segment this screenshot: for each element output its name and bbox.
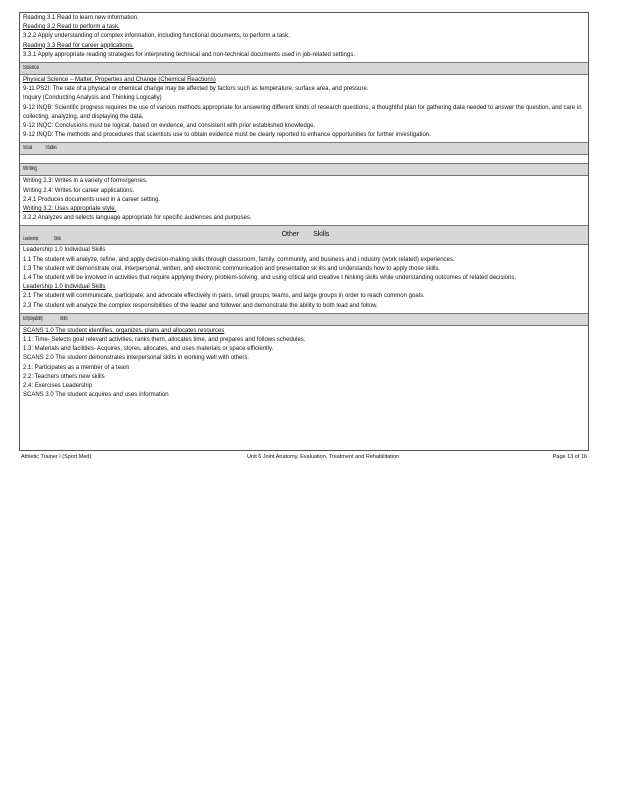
leadership-line: Leadership 1.0 Individual Skills — [23, 247, 106, 254]
employability-header — [20, 313, 588, 326]
writing-line: 2.4.1 Produces documents used in a career setting. — [23, 196, 161, 203]
science-line: 9-12 INQD: The methods and procedures that scientists use to obtain evidence must be clearly reported to enhance opportunities for further investigation. — [23, 132, 431, 139]
employability-section — [20, 326, 588, 403]
employability-line: SCANS 2.0 The student demonstrates interpersonal skills in working well with others. — [23, 355, 249, 362]
employability-line: SCANS 3.0 The student acquires and uses information — [23, 392, 169, 399]
other-skills-title-b: Skills — [313, 231, 330, 239]
social-studies-header — [20, 142, 588, 155]
page-footer — [21, 452, 587, 462]
employability-line: 1.1: Time- Selects goal relevant activities, ranks them, allocates time, and prepares and follows schedules. — [23, 337, 306, 344]
science-header-label: Science — [23, 65, 40, 72]
science-line: Physical Science – Matter, Properties and Change (Chemical Reactions) — [23, 77, 216, 84]
leadership-header-b: Skills — [53, 236, 62, 243]
science-line: 9-12 INQC: Conclusions must be logical, based on evidence, and consistent with prior established knowledge. — [23, 123, 316, 130]
science-line: 9-12 INQB: Scientific progress requires the use of various methods appropriate for answering different kinds of research questions, a thoughtful plan for gathering data needed to answer the question, and care in collecting, analyzing, and displaying the data. — [23, 104, 582, 120]
employability-header-a: Employability — [23, 315, 43, 322]
reading-section — [20, 13, 588, 62]
science-header — [20, 62, 588, 75]
leadership-line: 2.1 The student will communicate, participate, and advocate effectively in pairs, small groups, teams, and large groups in order to reach common goals. — [23, 293, 425, 300]
leadership-header-a: Leadership — [23, 236, 39, 243]
leadership-line: Leadership 1.0 Individual Skills — [23, 284, 106, 291]
footer-page-number: Page 13 of 16 — [552, 454, 587, 460]
social-studies-label-a: Social — [23, 145, 33, 152]
employability-line: 2.4: Exercises Leadership — [23, 383, 93, 390]
leadership-line: 1.3 The student will demonstrate oral, interpersonal, written, and electronic communication and presentation sk ills and understands how to apply those skills. — [23, 265, 441, 272]
employability-line: SCANS 1.0 The student identifies, organizes, plans and allocates resources — [23, 327, 225, 334]
leadership-section — [20, 245, 588, 312]
science-section — [20, 75, 588, 142]
social-studies-section — [20, 155, 588, 163]
reading-line: 3.3.1 Apply appropriate reading strategies for interpreting technical and non-technical documents used in job-related settings. — [23, 51, 355, 58]
writing-line: Writing 2.4: Writes for career applications. — [23, 187, 135, 194]
other-skills-title-a: Other — [281, 231, 300, 239]
reading-line: Reading 3.3 Read for career applications. — [23, 42, 134, 49]
leadership-line: 1.1 The student will analyze, refine, and apply decision-making skills through classroom, family, community, and business and i ndustry (work related) experiences. — [23, 256, 455, 263]
writing-header — [20, 163, 588, 176]
writing-header-label: Writing — [23, 166, 37, 173]
employability-line: 2.2: Teachers others new skills — [23, 373, 105, 380]
standards-table — [19, 12, 589, 451]
other-skills-header — [20, 225, 588, 245]
footer-course: Athletic Trainer I (Sport Med) — [21, 454, 92, 460]
reading-line: Reading 3.2 Read to perform a task. — [23, 24, 120, 31]
employability-header-b: Skills — [60, 315, 68, 322]
reading-line: 3.2.2 Apply understanding of complex information, including functional documents, to perform a task. — [23, 33, 290, 40]
social-studies-label-b: Studies — [45, 145, 58, 152]
employability-line: 1.3: Materials and facilities- Acquires, stores, allocates, and uses materials or space efficiently. — [23, 346, 274, 353]
writing-line: 3.2.2 Analyzes and selects language appropriate for specific audiences and purposes. — [23, 215, 252, 222]
employability-line: 2.1: Participates as a member of a team — [23, 364, 130, 371]
leadership-line: 2.3 The student will analyze the complex responsibilities of the leader and follower and demonstrate the ability to both lead and follow. — [23, 302, 378, 309]
leadership-line: 1.4 The student will be involved in activities that require applying theory, problem-solving, and using critical and creative t hinking skills while understanding outcomes of related decisions. — [23, 275, 517, 282]
reading-line: Reading 3.1 Read to learn new information. — [23, 15, 139, 21]
leadership-header — [23, 235, 77, 244]
writing-line: Writing 2.3: Writes in a variety of forms/genres. — [23, 178, 148, 185]
footer-unit: Unit 6 Joint Anatomy, Evaluation, Treatment and Rehabilitation — [247, 454, 400, 460]
science-line: 9-11 PS2I: The rate of a physical or chemical change may be affected by factors such as temperature, surface area, and pressure. — [23, 86, 369, 93]
writing-section — [20, 176, 588, 225]
science-line: Inquiry (Conducting Analysis and Thinking Logically) — [23, 95, 162, 102]
writing-line: Writing 3.2: Uses appropriate style. — [23, 206, 117, 213]
